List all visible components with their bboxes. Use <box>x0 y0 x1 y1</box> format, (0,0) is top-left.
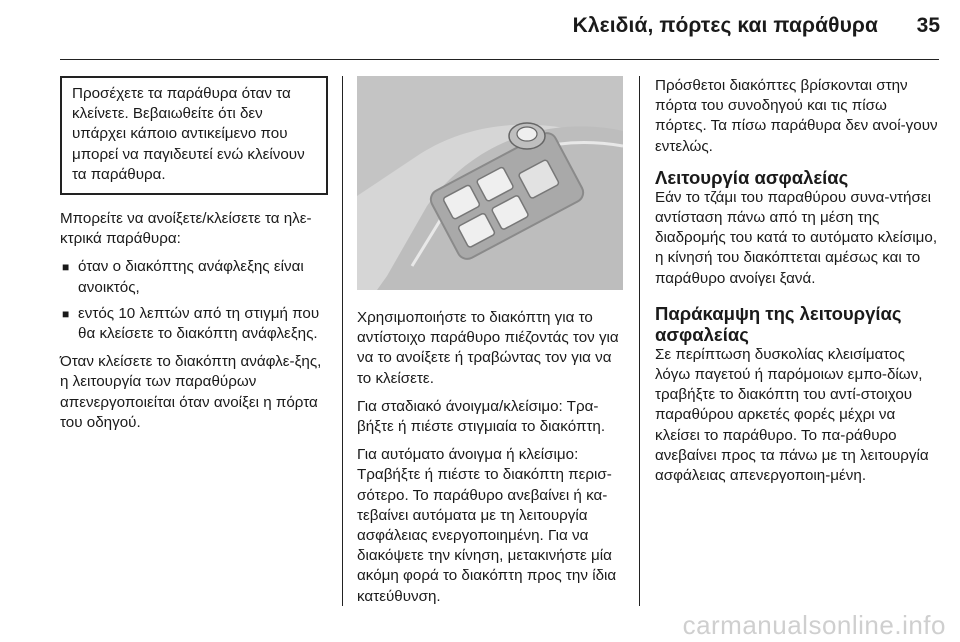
column-3 <box>655 76 939 494</box>
page-number: 35 <box>916 14 940 37</box>
column-1 <box>60 76 328 441</box>
intro-paragraph: Μπορείτε να ανοίξετε/κλείσετε τα ηλε-κτρικά παράθυρα: <box>60 210 312 248</box>
warning-box <box>60 76 328 195</box>
bullet-square-icon: ■ <box>62 260 70 275</box>
list-item: ■ εντός 10 λεπτών από τη στιγμή που θα κλείσετε το διακόπτη ανάφλεξης. <box>62 304 320 343</box>
column-2 <box>357 76 625 615</box>
safety-function-paragraph: Εάν το τζάμι του παραθύρου συνα-ντήσει αντίσταση πάνω από τη μέση της διαδρομής του κατά το αυτόματο κλείσιμο, η κίνησή του διακόπτεται αμέσως και το παράθυρο ανοίγει ξανά. <box>655 188 938 287</box>
switch-usage-paragraph: Χρησιμοποιήστε το διακόπτη για το αντίστοιχο παράθυρο πιέζοντάς τον για να το ανοίξετε ή τραβώντας τον για να το κλείσετε. <box>357 309 619 387</box>
column-divider-2 <box>639 76 640 606</box>
page-title: Κλειδιά, πόρτες και παράθυρα <box>572 14 878 37</box>
list-item: ■ όταν ο διακόπτης ανάφλεξης είναι ανοικτός, <box>62 258 304 296</box>
override-paragraph: Σε περίπτωση δυσκολίας κλεισίματος λόγω παγετού ή παρόμοιων εμπο-δίων, τραβήξτε το διακόπτη του αντί-στοιχου παραθύρου αρκετές φορές μέχρι να κλείσει το παράθυρο. Το πα-ράθυρο ανεβαίνει προς τα πάνω με τη λειτουργία ασφάλειας απενεργοποιη-μένη. <box>655 345 929 485</box>
bullet-square-icon: ■ <box>62 306 70 321</box>
ignition-note: Όταν κλείσετε το διακόπτη ανάφλε-ξης, η λειτουργία των παραθύρων απενεργοποιείται όταν ανοίξει η πόρτα του οδηγού. <box>60 353 322 431</box>
gradual-operation-paragraph: Για σταδιακό άνοιγμα/κλείσιμο: Τρα-βήξτε ή πιέστε στιγμιαία το διακόπτη. <box>357 397 606 436</box>
safety-function-heading: Λειτουργία ασφαλείας <box>655 166 849 188</box>
watermark: carmanualsonline.info <box>682 610 946 640</box>
warning-text: Προσέχετε τα παράθυρα όταν τα κλείνετε. Βεβαιωθείτε ότι δεν υπάρχει κάποιο αντικείμενο που μπορεί να παγιδευτεί ενώ κλείνουν τα παράθυρα. <box>72 85 305 183</box>
column-divider-1 <box>342 76 343 606</box>
window-switch-illustration <box>357 76 623 290</box>
additional-switches-paragraph: Πρόσθετοι διακόπτες βρίσκονται στην πόρτα του συνοδηγού και τις πίσω πόρτες. Τα πίσω παράθυρα δεν ανοί-γουν εντελώς. <box>655 77 938 155</box>
condition-list <box>60 257 328 344</box>
automatic-operation-paragraph: Για αυτόματο άνοιγμα ή κλείσιμο: Τραβήξτε ή πιέστε το διακόπτη περισ-σότερο. Το παράθυρο ανεβαίνει ή κα-τεβαίνει αυτόματα με τη λειτουργία ασφάλειας ενεργοποιημένη. Για να διακόψετε την κίνηση, μετακινήστε μία ακόμη φορά το διακόπτη προς την ίδια κατεύθυνση. <box>357 446 617 605</box>
header-divider <box>60 59 939 60</box>
override-heading: Παράκαμψη της λειτουργίας ασφαλείας <box>655 302 902 345</box>
